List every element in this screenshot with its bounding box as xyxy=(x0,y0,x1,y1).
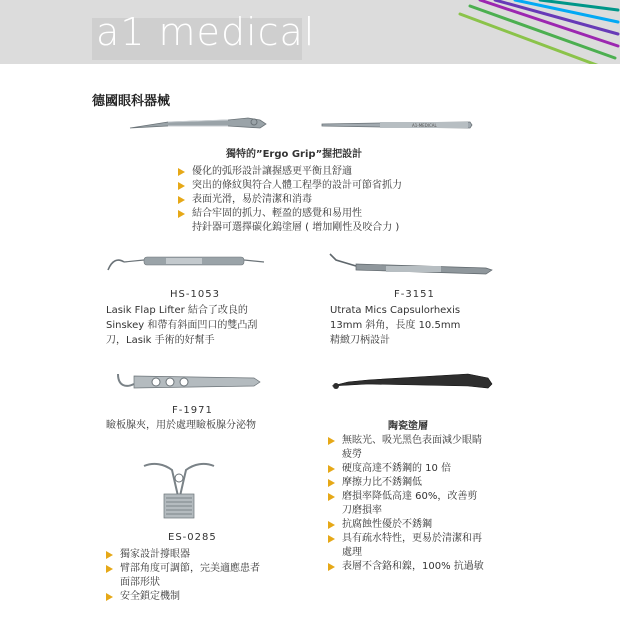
list-item-continuation: 處理 xyxy=(342,547,362,558)
product-code-hs-1053: HS-1053 xyxy=(170,289,220,300)
bullet-arrow-icon xyxy=(328,521,335,529)
list-item: 無眩光、吸光黑色表面減少眼睛 xyxy=(326,434,484,448)
speculum-bullet-list xyxy=(104,548,260,604)
product-description-f-1971: 瞼板腺夾，用於處理瞼板腺分泌物 xyxy=(106,420,256,431)
bullet-arrow-icon xyxy=(178,182,185,190)
list-item: 具有疏水特性，更易於清潔和再 xyxy=(326,532,484,546)
bullet-arrow-icon xyxy=(328,535,335,543)
product-code-f-3151: F-3151 xyxy=(394,289,435,300)
product-code-es-0285: ES-0285 xyxy=(168,532,217,543)
bullet-arrow-icon xyxy=(328,493,335,501)
bullet-arrow-icon xyxy=(328,563,335,571)
ergo-grip-bullet-list xyxy=(176,165,402,235)
product-description-hs-1053: Lasik Flap Lifter 結合了改良的 Sinskey 和帶有斜面凹口的雙凸刮 刀，Lasik 手術的好幫手 xyxy=(106,305,258,346)
list-item: 突出的條紋與符合人體工程學的設計可節省抓力 xyxy=(176,179,402,193)
list-item: 表層不含鉻和鎳，100% 抗過敏 xyxy=(326,560,484,574)
bullet-arrow-icon xyxy=(328,465,335,473)
section-title: 德國眼科器械 xyxy=(92,94,171,109)
instrument-fan-icon xyxy=(440,0,620,64)
list-item: 獨家設計撐眼器 xyxy=(104,548,260,562)
list-item-continuation: 刀磨損率 xyxy=(342,505,382,516)
list-item: 磨損率降低高達 60%，改善剪 xyxy=(326,490,484,504)
product-code-f-1971: F-1971 xyxy=(172,405,213,416)
flap-lifter-image xyxy=(104,252,269,276)
ceramic-coating-title: 陶瓷塗層 xyxy=(388,421,428,432)
meibomian-gland-forceps-image xyxy=(114,366,264,394)
needle-holder-image xyxy=(128,114,268,136)
bullet-arrow-icon xyxy=(106,593,113,601)
capsulorhexis-forceps-image xyxy=(326,250,496,282)
list-item: 抗腐蝕性優於不銹鋼 xyxy=(326,518,484,532)
eye-speculum-image xyxy=(134,456,224,526)
list-item-continuation: 持針器可選擇碳化鎢塗層 ( 增加剛性及咬合力 ) xyxy=(192,222,400,233)
bullet-arrow-icon xyxy=(106,551,113,559)
bullet-arrow-icon xyxy=(178,196,185,204)
bullet-arrow-icon xyxy=(106,565,113,573)
bullet-arrow-icon xyxy=(328,437,335,445)
list-item-continuation: 疲勞 xyxy=(342,449,362,460)
list-item: 安全鎖定機制 xyxy=(104,590,260,604)
svg-text:A1-MEDICAL: A1-MEDICAL xyxy=(412,123,437,128)
list-item: 硬度高達不銹鋼的 10 倍 xyxy=(326,462,484,476)
list-item: 臂部角度可調節，完美適應患者 xyxy=(104,562,260,576)
ceramic-bullet-list xyxy=(326,434,484,574)
list-item: 摩擦力比不銹鋼低 xyxy=(326,476,484,490)
bullet-arrow-icon xyxy=(178,168,185,176)
forceps-image xyxy=(320,118,475,132)
list-item: 優化的弧形設計讓握感更平衡且舒適 xyxy=(176,165,402,179)
product-description-f-3151: Utrata Mics Capsulorhexis 13mm 斜角，長度 10.5mm 精緻刀柄設計 xyxy=(330,305,461,346)
bullet-arrow-icon xyxy=(328,479,335,487)
ceramic-needle-holder-image xyxy=(328,370,498,396)
list-item: 結合牢固的抓力、輕盈的感覺和易用性 xyxy=(176,207,402,221)
brand-logo: a1 medical xyxy=(96,10,316,54)
ergo-grip-title: 獨特的”Ergo Grip”握把設計 xyxy=(226,149,363,160)
bullet-arrow-icon xyxy=(178,210,185,218)
list-item-continuation: 面部形狀 xyxy=(120,577,160,588)
list-item: 表面光滑，易於清潔和消毒 xyxy=(176,193,402,207)
